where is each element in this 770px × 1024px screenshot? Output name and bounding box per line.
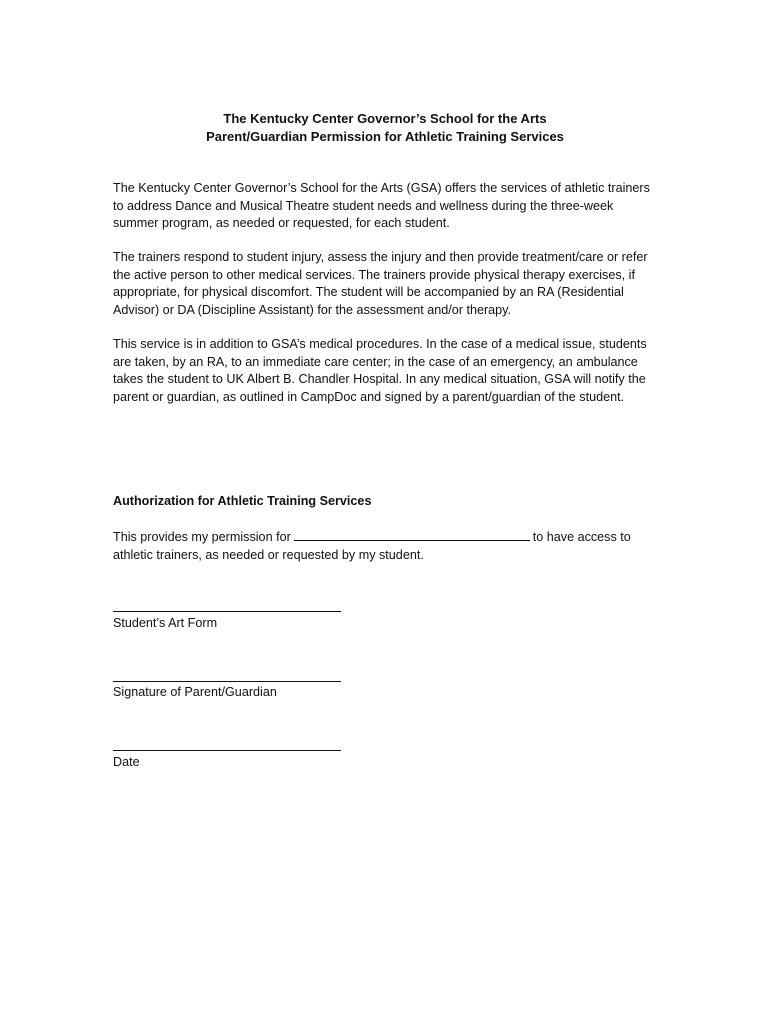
- title-line-2: Parent/Guardian Permission for Athletic Training Services: [206, 129, 564, 144]
- art-form-label: Student’s Art Form: [113, 616, 218, 630]
- parent-signature-blank[interactable]: [113, 681, 341, 682]
- parent-signature-label: Signature of Parent/Guardian: [113, 685, 277, 699]
- intro-paragraph: The Kentucky Center Governor’s School for the Arts (GSA) offers the services of athletic trainers to address Dance and Musical Theatre student needs and wellness during the three-week summer program, as needed or requested, for each student.: [113, 181, 650, 230]
- authorization-heading: Authorization for Athletic Training Services: [113, 494, 372, 508]
- permission-prefix: This provides my permission for: [113, 530, 291, 544]
- date-blank[interactable]: [113, 750, 341, 751]
- permission-statement: [113, 528, 658, 564]
- permission-suffix: to have access to athletic trainers, as needed or requested by my student.: [113, 530, 631, 562]
- document-title: [0, 110, 770, 146]
- trainers-paragraph: The trainers respond to student injury, assess the injury and then provide treatment/care or refer the active person to other medical services. The trainers provide physical therapy exercises, if appropriate, for physical discomfort. The student will be accompanied by an RA (Residential Advisor) or DA (Discipline Assistant) for the assessment and/or therapy.: [113, 250, 648, 317]
- student-name-blank[interactable]: [294, 528, 530, 541]
- medical-procedures-paragraph: This service is in addition to GSA’s medical procedures. In the case of a medical issue, students are taken, by an RA, to an immediate care center; in the case of an emergency, an ambulance takes the student to UK Albert B. Chandler Hospital. In any medical situation, GSA will notify the parent or guardian, as outlined in CampDoc and signed by a parent/guardian of the student.: [113, 337, 647, 404]
- art-form-blank[interactable]: [113, 611, 341, 612]
- date-label: Date: [113, 755, 140, 769]
- title-line-1: The Kentucky Center Governor’s School for the Arts: [223, 111, 547, 126]
